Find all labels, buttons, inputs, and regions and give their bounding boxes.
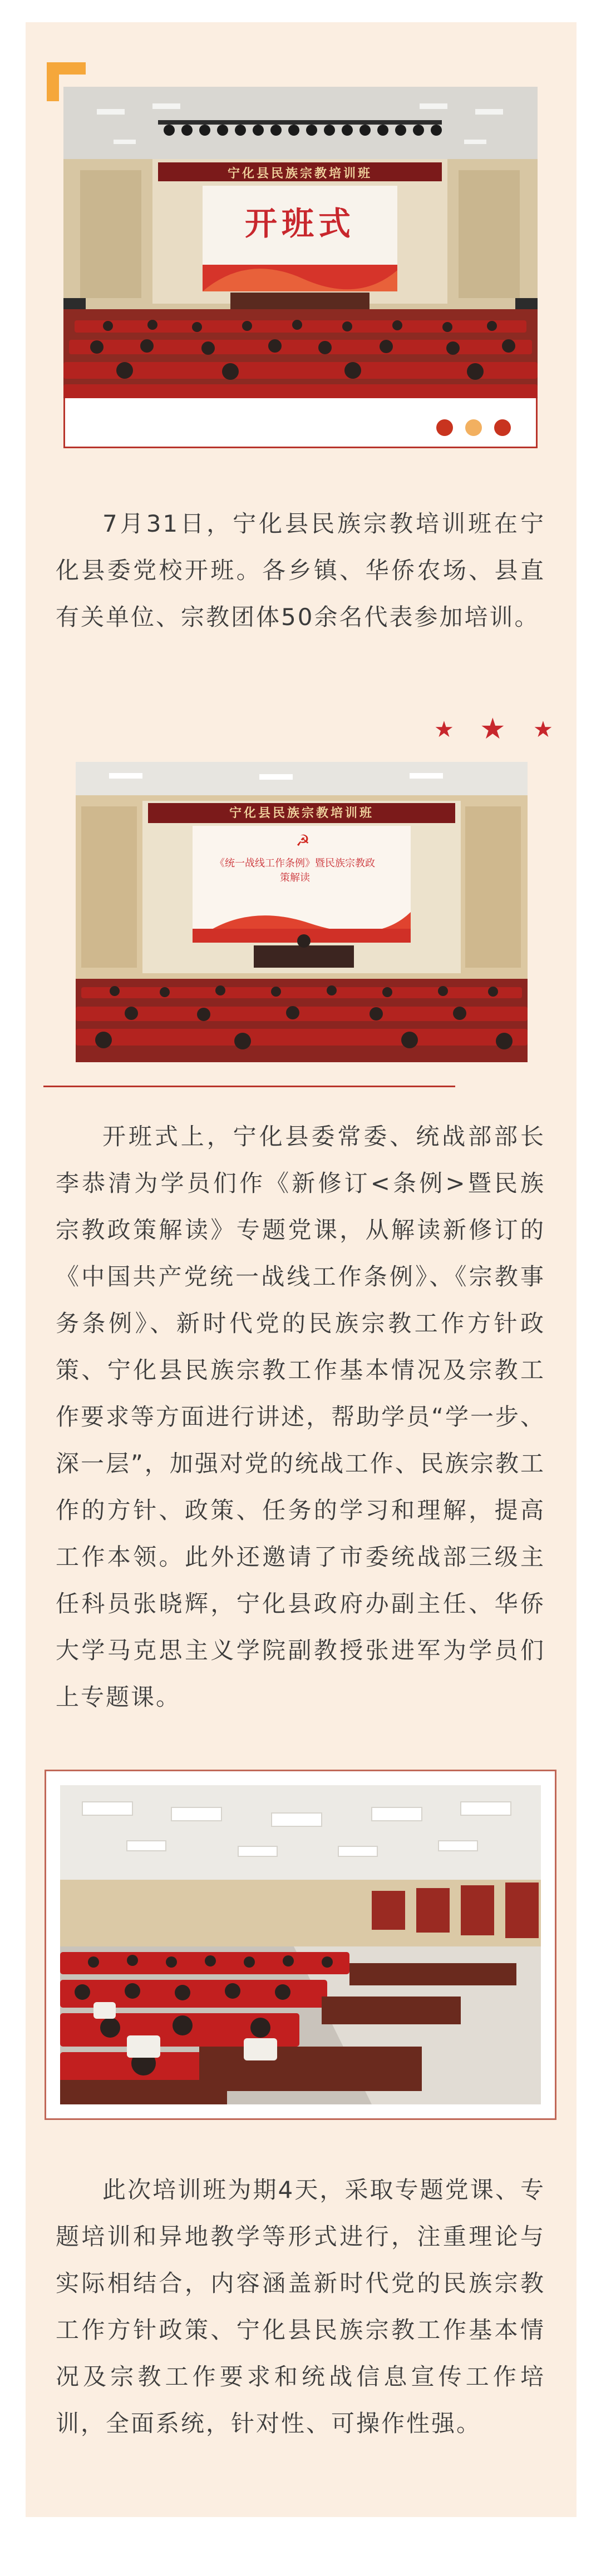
paragraph-opening: 7月31日，宁化县民族宗教培训班在宁化县委党校开班。各乡镇、华侨农场、县直有关单位、宗教团体50余名代表参加培训。 (56, 510, 545, 631)
star-icon: ★ (434, 717, 454, 742)
decor-dot-orange (465, 419, 482, 436)
decor-dot-red (494, 419, 511, 436)
classroom-photo (60, 1785, 541, 2104)
star-icon: ★ (480, 712, 506, 746)
paragraph-lecture: 开班式上，宁化县委常委、统战部部长李恭清为学员们作《新修订<条例>暨民族宗教政策解读》专题党课，从解读新修订的《中国共产党统一战线工作条例》、《宗教事务条例》、新时代党的民族宗教工作方针政策、宁化县民族宗教工作基本情况及宗教工作要求等方面进行讲述，帮助学员“学一步、深一层”，加强对党的统战工作、民族宗教工作的方针、政策、任务的学习和理解，提高工作本领。此外还邀请了市委统战部三级主任科员张晓辉，宁化县政府办副主任、华侨大学马克思主义学院副教授张进军为学员们上专题课。 (56, 1123, 545, 1711)
photo2-screen-title: 《统一战线工作条例》暨民族宗教政策解读 (215, 858, 375, 884)
photo2-banner-text: 宁化县民族宗教培训班 (229, 806, 374, 820)
section-divider (43, 1086, 455, 1087)
photo1-screen-title: 开班式 (244, 205, 355, 242)
decor-dot-red (436, 419, 453, 436)
star-icon: ★ (533, 717, 553, 742)
paragraph-summary: 此次培训班为期4天，采取专题党课、专题培训和异地教学等形式进行，注重理论与实际相结合，内容涵盖新时代党的民族宗教工作方针政策、宁化县民族宗教工作基本情况及宗教工作要求和统战信息宣传工作培训，全面系统，针对性、可操作性强。 (56, 2176, 545, 2437)
photo1-banner-text: 宁化县民族宗教培训班 (227, 166, 372, 181)
party-emblem-icon: ☭ (295, 831, 310, 850)
